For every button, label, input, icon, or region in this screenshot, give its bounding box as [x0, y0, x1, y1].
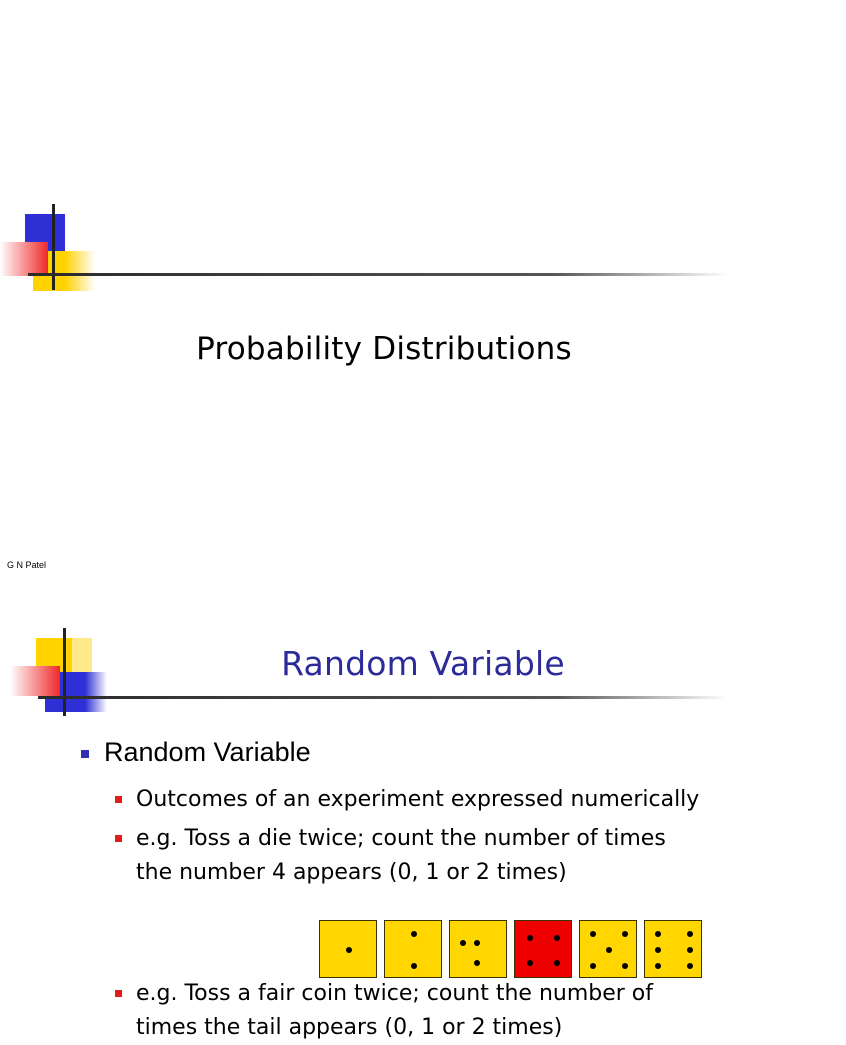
- die-pip: [527, 935, 533, 941]
- die-pip: [346, 947, 352, 953]
- sub-bullet-item: [136, 977, 653, 1045]
- die-pip: [474, 940, 480, 946]
- sub-bullet-line: e.g. Toss a fair coin twice; count the number of: [136, 981, 653, 1006]
- die-pip: [687, 947, 693, 953]
- sub-bullet-line: Outcomes of an experiment expressed numerically: [136, 787, 700, 812]
- die-pip: [622, 931, 628, 937]
- red-bullet-marker: [115, 835, 122, 842]
- die-pip: [687, 931, 693, 937]
- die-face-5: [579, 920, 637, 978]
- die-pip: [687, 963, 693, 969]
- die-face-4: [514, 920, 572, 978]
- red-bullet-marker: [115, 796, 122, 803]
- die-pip: [527, 960, 533, 966]
- sub-bullet-line: e.g. Toss a die twice; count the number of times: [136, 826, 666, 851]
- die-pip: [554, 935, 560, 941]
- horizontal-rule: [38, 696, 728, 699]
- bullet-item: [104, 737, 311, 768]
- slide-1-corner-decoration: [0, 196, 768, 336]
- sub-bullet-item: [136, 822, 666, 890]
- die-face-1: [319, 920, 377, 978]
- blue-bullet-marker: [81, 750, 89, 758]
- die-pip: [590, 963, 596, 969]
- horizontal-rule: [28, 273, 728, 276]
- slide-2: [0, 584, 768, 1040]
- bullet-text: Random Variable: [104, 737, 311, 767]
- die-pip: [474, 960, 480, 966]
- die-pip: [622, 963, 628, 969]
- slide-title: Random Variable: [281, 644, 565, 683]
- die-face-3: [449, 920, 507, 978]
- die-pip: [655, 963, 661, 969]
- red-bullet-marker: [115, 990, 122, 997]
- sub-bullet-line: times the tail appears (0, 1 or 2 times): [136, 1015, 563, 1040]
- die-pip: [554, 960, 560, 966]
- die-face-2: [384, 920, 442, 978]
- sub-bullet-item: [136, 783, 699, 817]
- die-face-6: [644, 920, 702, 978]
- die-pip: [606, 947, 612, 953]
- vertical-rule: [52, 204, 55, 290]
- footer-author: G N Patel: [7, 560, 47, 570]
- die-pip: [655, 931, 661, 937]
- die-pip: [460, 940, 466, 946]
- die-pip: [411, 931, 417, 937]
- sub-bullet-line: the number 4 appears (0, 1 or 2 times): [136, 860, 567, 885]
- red-square: [0, 242, 48, 276]
- die-pip: [590, 931, 596, 937]
- die-pip: [411, 963, 417, 969]
- slide-title: Probability Distributions: [196, 331, 572, 367]
- die-pip: [655, 947, 661, 953]
